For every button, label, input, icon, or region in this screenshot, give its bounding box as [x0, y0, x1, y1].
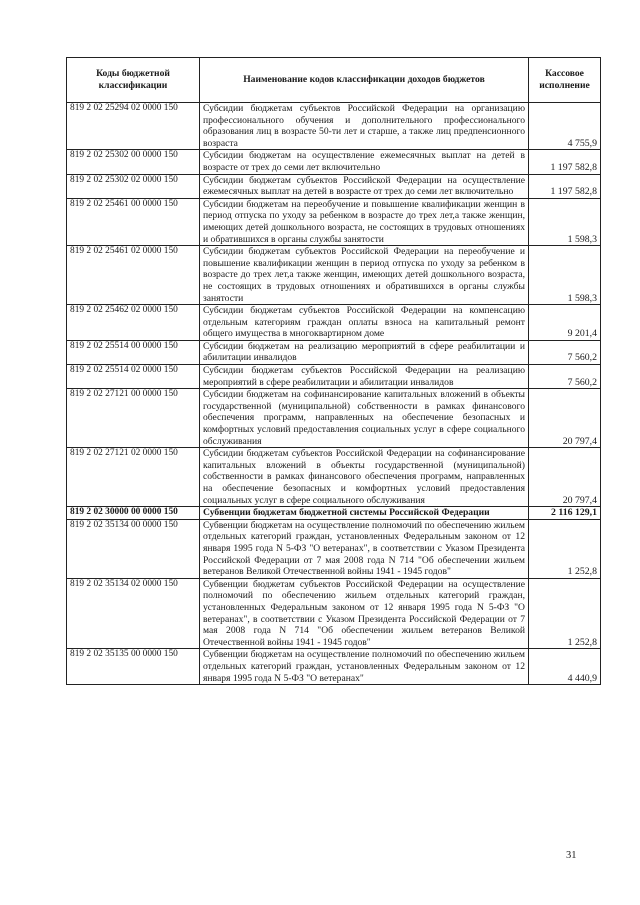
row-code: 819 2 02 27121 02 0000 150 [67, 448, 200, 507]
row-code: 819 2 02 25302 02 0000 150 [67, 174, 200, 198]
row-sum: 20 797,4 [529, 448, 601, 507]
row-code: 819 2 02 35134 02 0000 150 [67, 578, 200, 649]
table-body [67, 103, 601, 685]
table-row [67, 519, 601, 578]
row-name: Субсидии бюджетам субъектов Российской Федерации на организацию профессионального обучения и дополнительного профессионального образования лиц в возрасте 50-ти лет и старше, а также лиц предпенсионного возраста [200, 103, 529, 150]
table-row [67, 365, 601, 389]
row-name: Субсидии бюджетам субъектов Российской Федерации на переобучение и повышение квалификации женщин в период отпуска по уходу за ребенком в возрасте до трех лет,а также женщин, имеющих детей дошкольного возраста, не состоящих в трудовых отношениях и обратившихся в органы службы занятости [200, 246, 529, 305]
header-code: Коды бюджетной классификации [67, 58, 200, 103]
row-sum: 20 797,4 [529, 389, 601, 448]
row-name: Субсидии бюджетам субъектов Российской Федерации на компенсацию отдельным категориям граждан оплаты взноса на капитальный ремонт общего имущества в многоквартирном доме [200, 305, 529, 341]
header-row [67, 58, 601, 103]
row-sum: 9 201,4 [529, 305, 601, 341]
row-name: Субсидии бюджетам на переобучение и повышение квалификации женщин в период отпуска по уходу за ребенком в возрасте до трех лет,а также женщин, имеющих детей дошкольного возраста, не состоящих в трудовых отношениях и обратившихся в органы службы занятости [200, 198, 529, 245]
budget-revenue-table [66, 57, 601, 685]
row-sum: 7 560,2 [529, 365, 601, 389]
row-code: 819 2 02 25461 02 0000 150 [67, 246, 200, 305]
row-sum: 7 560,2 [529, 340, 601, 364]
row-name: Субсидии бюджетам на софинансирование капитальных вложений в объекты государственной (муниципальной) собственности в рамках финансового обеспечения программ, направленных на обеспечение безопасных и комфортных условий предоставления социальных услуг в сфере социального обслуживания [200, 389, 529, 448]
row-name: Субсидии бюджетам субъектов Российской Федерации на осуществление ежемесячных выплат на детей в возрасте от трех до семи лет включительно [200, 174, 529, 198]
table-row [67, 649, 601, 685]
row-name: Субвенции бюджетам на осуществление полномочий по обеспечению жильем отдельных категорий граждан, установленных Федеральным законом от 12 января 1995 года N 5-ФЗ "О ветеранах", в соответствии с Указом Президента Российской Федерации от 7 мая 2008 года N 714 "Об обеспечении жильем ветеранов Великой Отечественной войны 1941 - 1945 годов" [200, 519, 529, 578]
row-code: 819 2 02 27121 00 0000 150 [67, 389, 200, 448]
table-row [67, 507, 601, 520]
table-row [67, 174, 601, 198]
table-row [67, 198, 601, 245]
row-sum: 1 598,3 [529, 246, 601, 305]
row-code: 819 2 02 25294 02 0000 150 [67, 103, 200, 150]
row-sum: 1 197 582,8 [529, 174, 601, 198]
row-sum: 2 116 129,1 [529, 507, 601, 520]
row-code: 819 2 02 35135 00 0000 150 [67, 649, 200, 685]
row-code: 819 2 02 25462 02 0000 150 [67, 305, 200, 341]
header-name: Наименование кодов классификации доходов бюджетов [200, 58, 529, 103]
table-header [67, 58, 601, 103]
row-name: Субсидии бюджетам субъектов Российской Федерации на реализацию мероприятий в сфере реабилитации и абилитации инвалидов [200, 365, 529, 389]
row-sum: 1 252,8 [529, 578, 601, 649]
table-row [67, 448, 601, 507]
row-name: Субвенции бюджетам бюджетной системы Российской Федерации [200, 507, 529, 520]
row-sum: 1 197 582,8 [529, 150, 601, 174]
row-name: Субсидии бюджетам на реализацию мероприятий в сфере реабилитации и абилитации инвалидов [200, 340, 529, 364]
row-code: 819 2 02 25514 02 0000 150 [67, 365, 200, 389]
table-row [67, 150, 601, 174]
header-sum: Кассовое исполнение [529, 58, 601, 103]
row-code: 819 2 02 35134 00 0000 150 [67, 519, 200, 578]
table-row [67, 246, 601, 305]
table-row [67, 340, 601, 364]
page-number: 31 [566, 850, 577, 861]
row-code: 819 2 02 25302 00 0000 150 [67, 150, 200, 174]
table-row [67, 103, 601, 150]
row-name: Субвенции бюджетам на осуществление полномочий по обеспечению жильем отдельных категорий граждан, установленных Федеральным законом от 12 января 1995 года N 5-ФЗ "О ветеранах" [200, 649, 529, 685]
row-code: 819 2 02 30000 00 0000 150 [67, 507, 200, 520]
row-sum: 4 440,9 [529, 649, 601, 685]
row-code: 819 2 02 25514 00 0000 150 [67, 340, 200, 364]
table-row [67, 578, 601, 649]
table-row [67, 305, 601, 341]
table-row [67, 389, 601, 448]
row-sum: 1 252,8 [529, 519, 601, 578]
row-name: Субвенции бюджетам субъектов Российской Федерации на осуществление полномочий по обеспечению жильем отдельных категорий граждан, установленных Федеральным законом от 12 января 1995 года N 5-ФЗ "О ветеранах", в соответствии с Указом Президента Российской Федерации от 7 мая 2008 года N 714 "Об обеспечении жильем ветеранов Великой Отечественной войны 1941 - 1945 годов" [200, 578, 529, 649]
row-sum: 4 755,9 [529, 103, 601, 150]
row-code: 819 2 02 25461 00 0000 150 [67, 198, 200, 245]
row-sum: 1 598,3 [529, 198, 601, 245]
row-name: Субсидии бюджетам на осуществление ежемесячных выплат на детей в возрасте от трех до семи лет включительно [200, 150, 529, 174]
row-name: Субсидии бюджетам субъектов Российской Федерации на софинансирование капитальных вложений в объекты государственной (муниципальной) собственности в рамках финансового обеспечения программ, направленных на обеспечение безопасных и комфортных условий предоставления социальных услуг в сфере социального обслуживания [200, 448, 529, 507]
